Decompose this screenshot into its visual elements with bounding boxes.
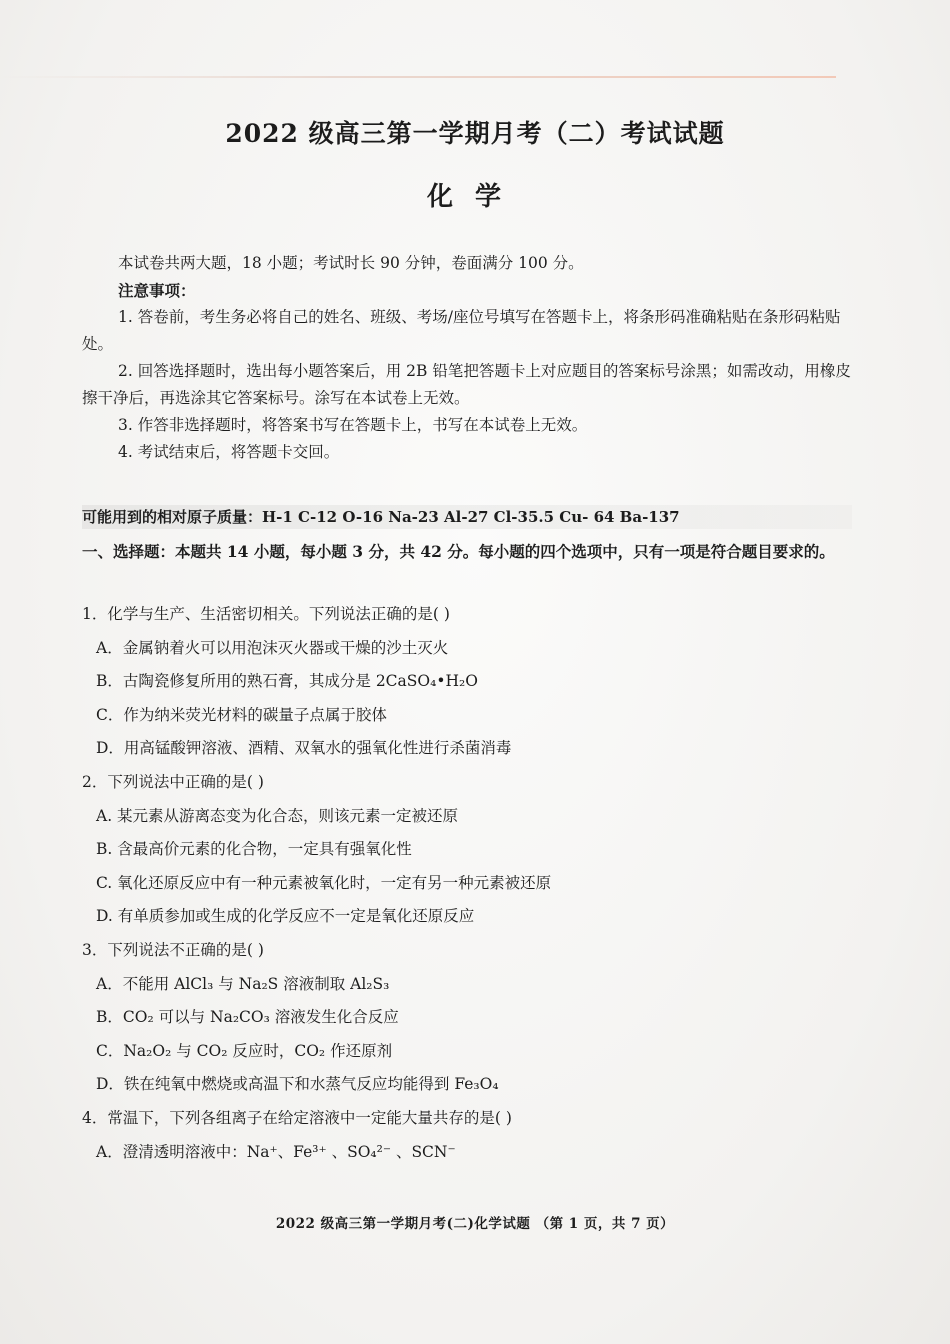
question-option: C. 氧化还原反应中有一种元素被氧化时，一定有另一种元素被还原	[96, 873, 552, 892]
question	[82, 598, 852, 766]
notice-item: 3. 作答非选择题时，将答案书写在答题卡上，书写在本试卷上无效。	[118, 416, 588, 434]
question-stem: 3．下列说法不正确的是( )	[82, 940, 264, 959]
notice-item: 4. 考试结束后，将答题卡交回。	[118, 443, 340, 461]
question-option: B．古陶瓷修复所用的熟石膏，其成分是 2CaSO₄•H₂O	[96, 672, 478, 691]
question	[82, 766, 852, 934]
question-option: D．铁在纯氧中燃烧或高温下和水蒸气反应均能得到 Fe₃O₄	[96, 1075, 499, 1094]
question-option: B. 含最高价元素的化合物，一定具有强氧化性	[96, 840, 412, 859]
notice-heading: 注意事项：	[118, 281, 196, 300]
question	[82, 1102, 852, 1169]
question-stem: 2．下列说法中正确的是( )	[82, 772, 264, 791]
exam-notice	[82, 250, 852, 466]
notice-item: 1. 答卷前，考生务必将自己的姓名、班级、考场/座位号填写在答题卡上，将条形码准确粘贴在条形码粘贴处。	[82, 308, 841, 353]
notice-intro: 本试卷共两大题，18 小题；考试时长 90 分钟，卷面满分 100 分。	[118, 254, 584, 272]
question-option: A．澄清透明溶液中：Na⁺、Fe³⁺ 、SO₄²⁻ 、SCN⁻	[96, 1142, 456, 1161]
question-option: D. 有单质参加或生成的化学反应不一定是氧化还原反应	[96, 907, 475, 926]
notice-item: 2. 回答选择题时，选出每小题答案后，用 2B 铅笔把答题卡上对应题目的答案标号涂黑；如需改动，用橡皮擦干净后，再选涂其它答案标号。涂写在本试卷上无效。	[82, 362, 851, 407]
exam-title: 2022 级高三第一学期月考（二）考试试题	[225, 119, 725, 148]
section-title: 一、选择题：本题共 14 小题，每小题 3 分，共 42 分。每小题的四个选项中，只有一项是符合题目要求的。	[82, 542, 835, 561]
question-option: D．用高锰酸钾溶液、酒精、双氧水的强氧化性进行杀菌消毒	[96, 739, 512, 758]
question-option: A．不能用 AlCl₃ 与 Na₂S 溶液制取 Al₂S₃	[96, 974, 390, 993]
question-option: A．金属钠着火可以用泡沫灭火器或干燥的沙土灭火	[96, 638, 449, 657]
page-footer: 2022 级高三第一学期月考(二)化学试题 （第 1 页，共 7 页）	[275, 1216, 675, 1232]
subject-title: 化学	[426, 182, 523, 212]
question-list	[82, 598, 852, 1169]
atomic-masses: 可能用到的相对原子质量：H-1 C-12 O-16 Na-23 Al-27 Cl-35.5 Cu- 64 Ba-137	[82, 505, 852, 529]
question-stem: 4．常温下，下列各组离子在给定溶液中一定能大量共存的是( )	[82, 1108, 512, 1127]
question-option: C．作为纳米荧光材料的碳量子点属于胶体	[96, 705, 387, 724]
question	[82, 934, 852, 1102]
question-stem: 1．化学与生产、生活密切相关。下列说法正确的是( )	[82, 605, 450, 623]
question-option: B．CO₂ 可以与 Na₂CO₃ 溶液发生化合反应	[96, 1008, 399, 1027]
question-option: A. 某元素从游离态变为化合态，则该元素一定被还原	[96, 806, 459, 825]
question-option: C．Na₂O₂ 与 CO₂ 反应时，CO₂ 作还原剂	[96, 1041, 393, 1060]
top-rule	[0, 76, 836, 78]
